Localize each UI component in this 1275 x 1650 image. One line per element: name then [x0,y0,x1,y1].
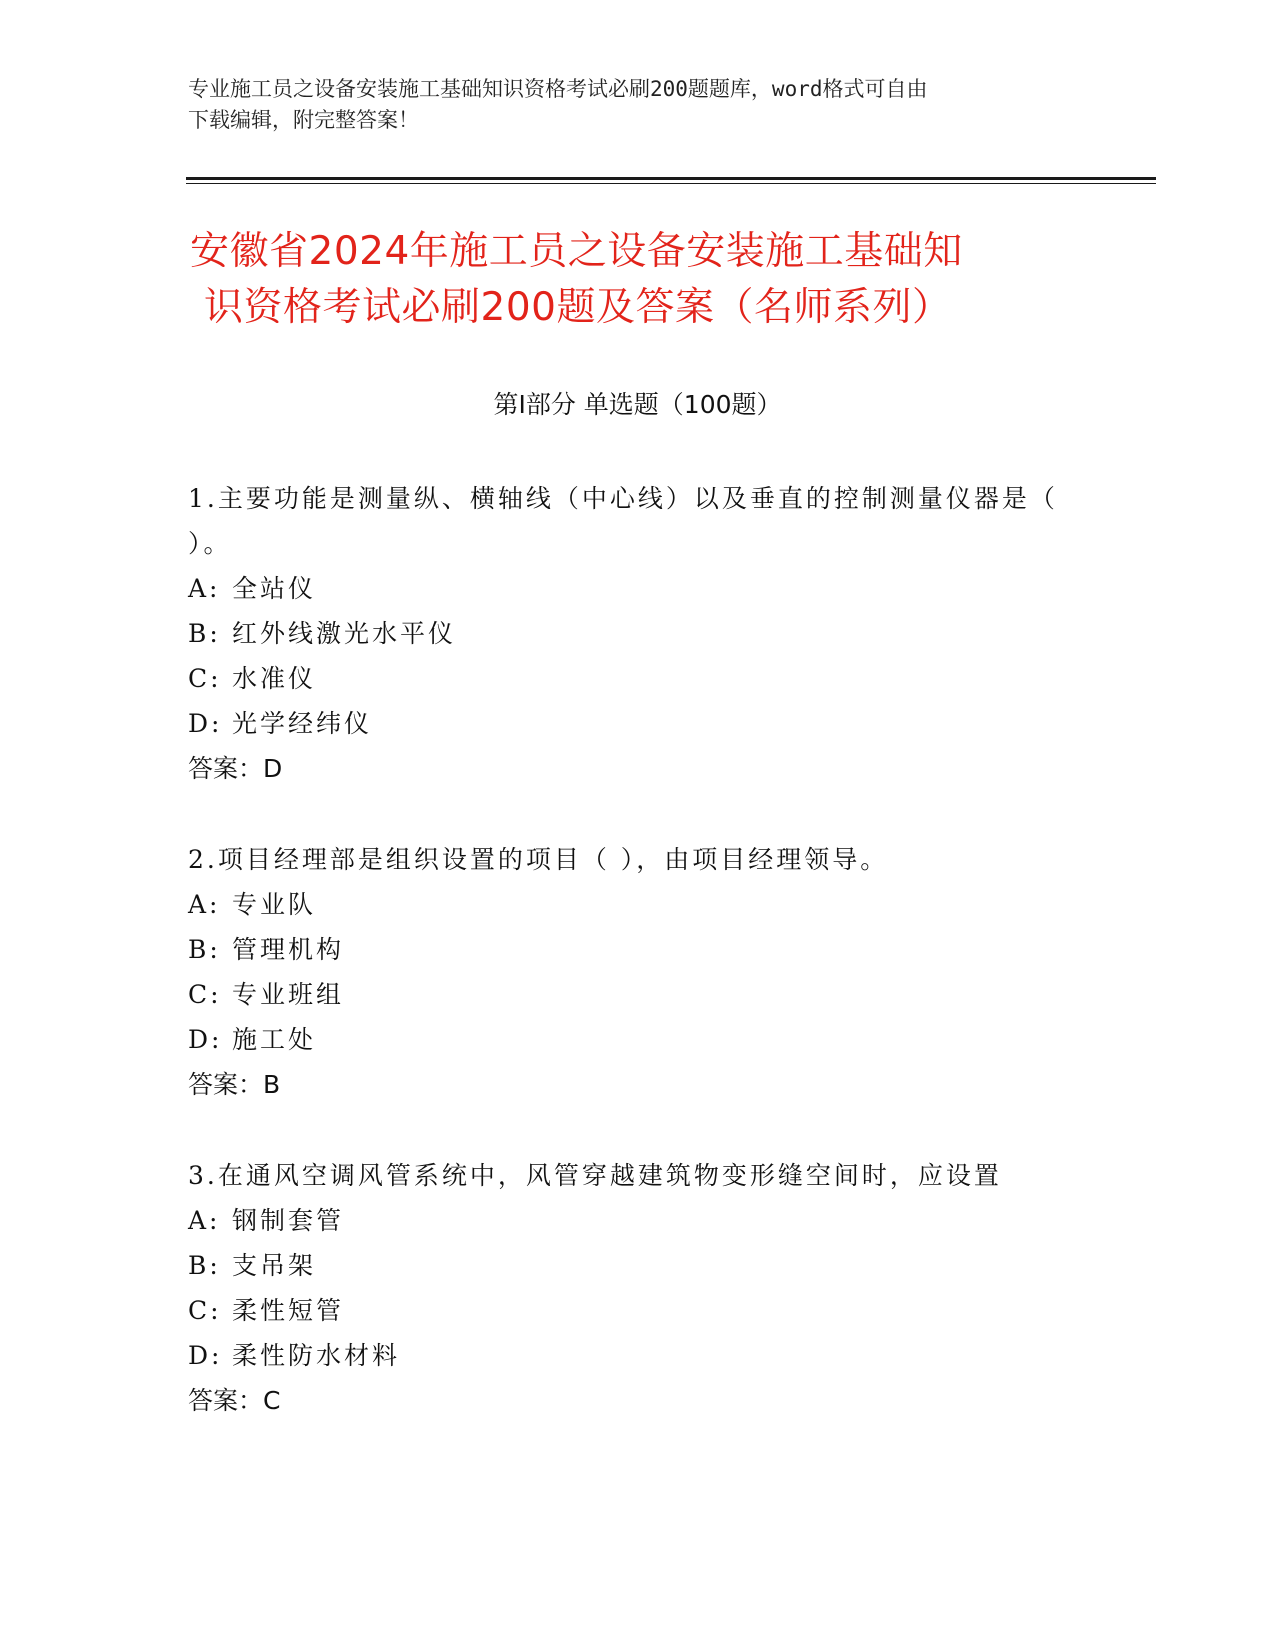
question-answer: 答案：D [188,754,283,783]
question-option-d [188,1017,1088,1062]
header-note-line-1: 专业施工员之设备安装施工基础知识资格考试必刷200题题库，word格式可自由 [188,77,928,101]
option-key: B: [188,1251,221,1280]
option-key: A: [188,890,221,919]
document-title-line-2: 识资格考试必刷200题及答案（名师系列） [204,285,952,330]
option-key: D: [188,1341,223,1370]
option-text: 光学经纬仪 [232,709,373,738]
option-key: A: [188,1206,221,1235]
question-option-b [188,1243,1088,1288]
option-text: 专业班组 [232,980,345,1009]
question-option-b [188,927,1088,972]
option-key: C: [188,980,222,1009]
question-2 [188,837,1088,1107]
section-title: 第Ⅰ部分 单选题（100题） [493,390,782,419]
question-option-d [188,1333,1088,1378]
option-text: 全站仪 [232,574,317,603]
question-3 [188,1153,1088,1423]
question-option-d [188,701,1088,746]
question-option-c [188,1288,1088,1333]
option-text: 水准仪 [232,664,317,693]
option-key: C: [188,1296,222,1325]
header-note [188,74,1088,136]
question-answer: 答案：B [188,1070,281,1099]
question-stem: 2.项目经理部是组织设置的项目（ ），由项目经理领导。 [188,845,889,874]
option-text: 支吊架 [232,1251,317,1280]
option-text: 钢制套管 [232,1206,345,1235]
option-key: D: [188,1025,223,1054]
question-1 [188,476,1088,791]
document-title-line-1: 安徽省2024年施工员之设备安装施工基础知 [190,229,963,274]
option-text: 柔性防水材料 [232,1341,401,1370]
option-key: C: [188,664,222,693]
option-text: 专业队 [232,890,317,919]
question-option-a [188,882,1088,927]
question-answer: 答案：C [188,1386,281,1415]
option-key: A: [188,574,221,603]
question-stem: 1.主要功能是测量纵、横轴线（中心线）以及垂直的控制测量仪器是（ ）。 [188,484,1058,558]
question-option-b [188,611,1088,656]
header-note-line-2: 下载编辑，附完整答案！ [188,108,419,132]
question-list [188,476,1088,1469]
header-rule-thick [186,177,1156,180]
option-text: 柔性短管 [232,1296,345,1325]
option-text: 管理机构 [232,935,345,964]
option-key: D: [188,709,223,738]
question-stem: 3.在通风空调风管系统中，风管穿越建筑物变形缝空间时，应设置 [188,1161,1002,1190]
option-text: 施工处 [232,1025,317,1054]
document-title [190,224,1090,336]
option-key: B: [188,619,221,648]
question-option-c [188,656,1088,701]
question-option-c [188,972,1088,1017]
option-text: 红外线激光水平仪 [232,619,457,648]
option-key: B: [188,935,221,964]
header-rule-thin [186,183,1156,184]
question-option-a [188,566,1088,611]
question-option-a [188,1198,1088,1243]
